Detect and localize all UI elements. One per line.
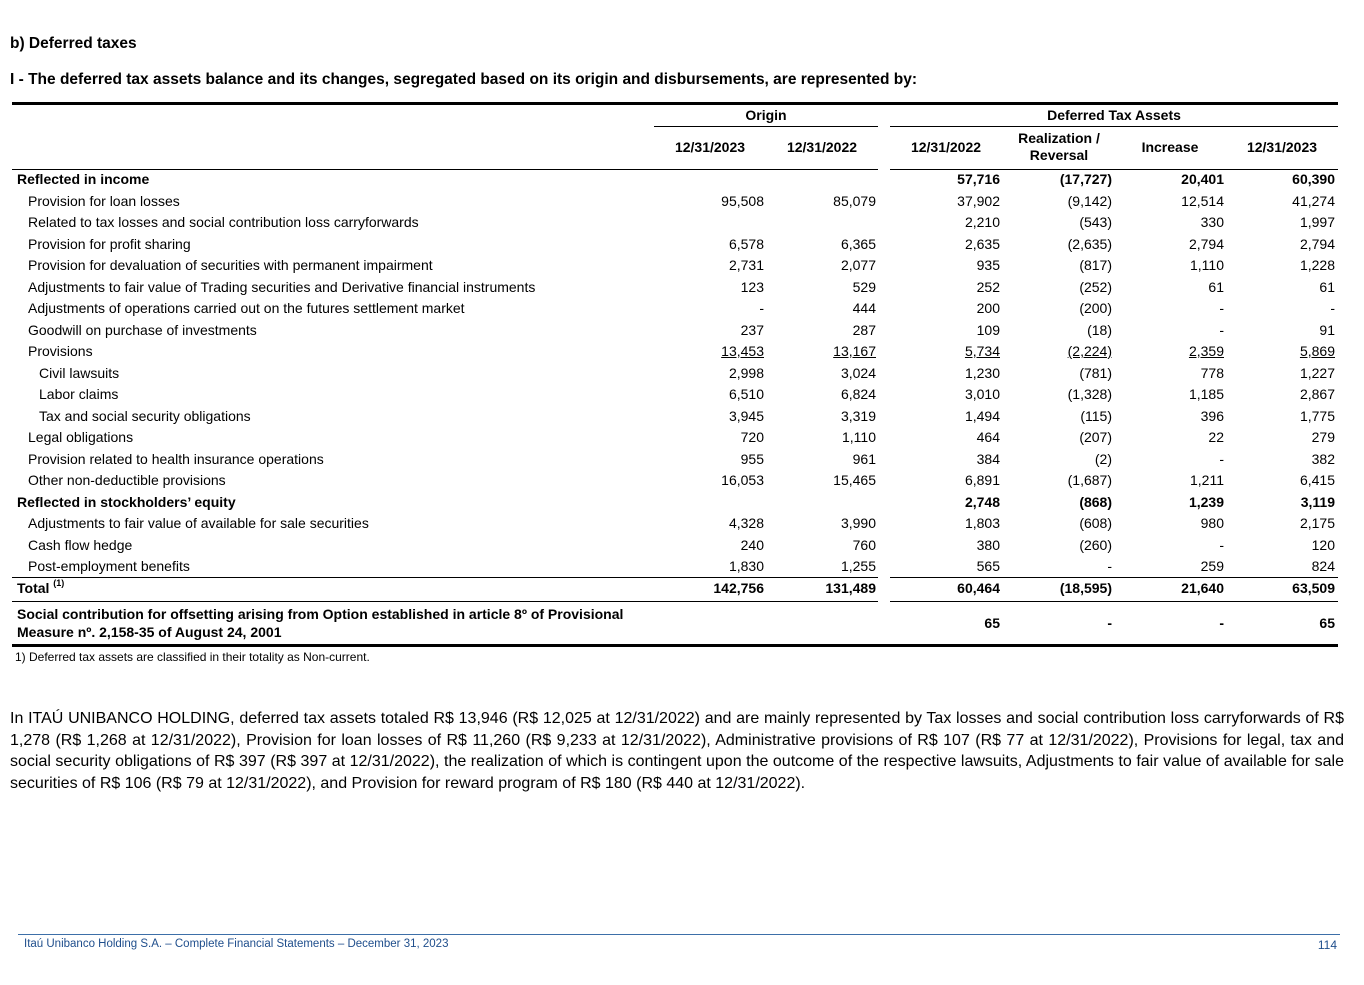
table-cell: 57,716: [957, 171, 1000, 187]
table-row: [12, 212, 1338, 234]
table-cell: 2,210: [964, 214, 1000, 230]
social-contribution-row: [12, 605, 1338, 643]
table-cell: -: [1219, 300, 1224, 316]
table-cell: 3,024: [840, 364, 876, 381]
table-cell: 259: [1200, 558, 1224, 574]
table-cell: 123: [740, 278, 764, 295]
table-cell: 16,053: [721, 472, 764, 488]
row-label: Civil lawsuits: [39, 364, 120, 381]
table-top-rule: [12, 102, 1338, 105]
col-header-origin-2023: 12/31/2023: [674, 139, 746, 155]
page-footer-rule: [18, 934, 1340, 935]
table-cell: 60,390: [1292, 171, 1335, 187]
table-cell: (252): [1079, 278, 1112, 295]
row-label: Provision for profit sharing: [28, 235, 191, 252]
col-header-dta-2023: 12/31/2023: [1246, 139, 1318, 155]
table-cell: -: [1219, 536, 1224, 553]
col-header-dta-2022: 12/31/2022: [910, 139, 982, 155]
table-cell: 1,775: [1299, 407, 1335, 424]
table-cell: 37,902: [957, 192, 1000, 209]
table-cell: 955: [740, 450, 764, 467]
row-label: Labor claims: [39, 386, 119, 402]
row-label: Adjustments of operations carried out on the futures settlement market: [28, 300, 465, 316]
row-label: Cash flow hedge: [28, 536, 133, 553]
subsection-heading: I - The deferred tax assets balance and its changes, segregated based on its origin and disbursements, are represented by:: [10, 71, 918, 88]
table-cell: 22: [1208, 429, 1224, 445]
table-cell: 200: [976, 300, 1000, 316]
table-cell: 1,494: [964, 407, 1000, 424]
table-cell: 279: [1311, 429, 1335, 445]
footnote: 1) Deferred tax assets are classified in their totality as Non-current.: [15, 650, 370, 664]
row-label: Provisions: [28, 343, 93, 359]
row-label: Goodwill on purchase of investments: [28, 321, 257, 338]
row-label: Provision for loan losses: [28, 192, 180, 209]
row-label: Post-employment benefits: [28, 558, 190, 574]
row-label: Reflected in income: [17, 171, 150, 187]
row-label: Legal obligations: [28, 429, 134, 445]
table-cell: 91: [1319, 321, 1335, 338]
table-cell: 2,731: [728, 257, 764, 273]
table-cell: (2,635): [1067, 235, 1112, 252]
table-cell: (1,687): [1067, 472, 1112, 488]
table-cell: 1,228: [1299, 257, 1335, 273]
table-cell: 2,077: [840, 257, 876, 273]
table-cell: 95,508: [721, 192, 764, 209]
table-cell: -: [759, 300, 764, 316]
table-row: [12, 255, 1338, 277]
group-rule-dta: [890, 126, 1338, 127]
table-cell: 1,255: [840, 558, 876, 574]
table-cell: 13,453: [721, 343, 764, 359]
body-paragraph: In ITAÚ UNIBANCO HOLDING, deferred tax assets totaled R$ 13,946 (R$ 12,025 at 12/31/2022) and are mainly represented by Tax losses and social contribution loss carryforwards of R$ 1,278 (R$ 1,268 at 12/31/2022), Provision for loan losses of R$ 11,260 (R$ 9,233 at 12/31/2022), Administrative provisions of R$ 107 (R$ 77 at 12/31/2022), Provisions for legal, tax and social security obligations of R$ 397 (R$ 397 at 12/31/2022), the realization of which is contingent upon the outcome of the respective lawsuits, Adjustments to fair value of available for sale securities of R$ 106 (R$ 79 at 12/31/2022), and Provision for reward program of R$ 180 (R$ 440 at 12/31/2022).: [10, 710, 1344, 793]
table-cell: 2,748: [964, 493, 1000, 510]
social-rule-left: [12, 601, 878, 602]
row-label: Reflected in stockholders’ equity: [17, 493, 236, 510]
table-cell: 1,227: [1299, 364, 1335, 381]
table-cell: 6,578: [728, 235, 764, 252]
table-cell: 61: [1319, 278, 1335, 295]
table-cell: 2,635: [964, 235, 1000, 252]
table-cell: 1,185: [1188, 386, 1224, 402]
table-cell: 1,211: [1190, 472, 1224, 488]
table-cell: 824: [1311, 558, 1335, 574]
table-row: [12, 363, 1338, 385]
table-row: [12, 427, 1338, 449]
table-cell: 240: [740, 536, 764, 553]
social-cell: 65: [1319, 615, 1335, 631]
page-number: 114: [1317, 938, 1337, 952]
table-cell: 330: [1200, 214, 1224, 230]
table-cell: (9,142): [1067, 192, 1112, 209]
table-cell: 980: [1200, 515, 1224, 531]
table-cell: (17,727): [1059, 171, 1112, 187]
table-row: [12, 556, 1338, 578]
table-row: [12, 492, 1338, 514]
group-header-origin: Origin: [745, 107, 787, 123]
table-cell: 382: [1311, 450, 1335, 467]
table-cell: 3,945: [728, 407, 764, 424]
table-row: [12, 513, 1338, 535]
total-cell: (18,595): [1059, 580, 1112, 596]
table-cell: -: [1330, 300, 1335, 316]
table-row: [12, 470, 1338, 492]
table-cell: 565: [976, 558, 1000, 574]
table-cell: 444: [852, 300, 876, 316]
table-cell: -: [1219, 321, 1224, 338]
row-label: Related to tax losses and social contribution loss carryforwards: [28, 214, 419, 230]
table-cell: 15,465: [833, 472, 876, 488]
table-cell: 778: [1200, 364, 1224, 381]
table-cell: 237: [740, 321, 764, 338]
table-cell: 529: [852, 278, 876, 295]
table-cell: 109: [976, 321, 1000, 338]
table-cell: 1,997: [1299, 214, 1335, 230]
table-cell: (608): [1079, 515, 1112, 531]
table-cell: -: [1107, 558, 1112, 574]
row-label: Other non-deductible provisions: [28, 472, 226, 488]
group-header-dta: Deferred Tax Assets: [1047, 107, 1181, 123]
table-cell: 120: [1311, 536, 1335, 553]
table-cell: 2,175: [1299, 515, 1335, 531]
table-cell: 3,319: [840, 407, 876, 424]
table-cell: 2,794: [1299, 235, 1335, 252]
social-label: Social contribution for offsetting arising from Option established in article 8º of Provisional Measure nº. 2,158-35 of August 24, 2001: [17, 606, 624, 640]
row-label: Provision for devaluation of securities with permanent impairment: [28, 257, 433, 273]
table-cell: 1,239: [1188, 493, 1224, 510]
table-cell: 1,803: [964, 515, 1000, 531]
table-row: [12, 169, 1338, 191]
table-cell: 13,167: [833, 343, 876, 359]
table-cell: (2): [1094, 450, 1112, 467]
social-cell: -: [1107, 615, 1112, 631]
table-cell: 6,365: [840, 235, 876, 252]
table-row: [12, 535, 1338, 557]
table-cell: (115): [1080, 407, 1112, 424]
table-cell: 464: [976, 429, 1000, 445]
table-row: [12, 320, 1338, 342]
page-footer: Itaú Unibanco Holding S.A. – Complete Financial Statements – December 31, 2023: [24, 938, 449, 950]
table-cell: 1,230: [964, 364, 1000, 381]
total-row: [12, 578, 1338, 600]
table-cell: (817): [1079, 257, 1112, 273]
table-cell: 5,869: [1299, 343, 1335, 359]
table-cell: (1,328): [1067, 386, 1112, 402]
social-rule-right: [890, 601, 1338, 602]
social-cell: 65: [984, 615, 1000, 631]
table-cell: -: [1219, 450, 1224, 467]
table-cell: 384: [976, 450, 1000, 467]
table-cell: 6,415: [1299, 472, 1335, 488]
table-cell: 935: [976, 257, 1000, 273]
table-cell: (781): [1079, 364, 1112, 381]
total-cell: 60,464: [957, 580, 1000, 596]
table-cell: 12,514: [1181, 192, 1224, 209]
table-row: [12, 384, 1338, 406]
row-label: Adjustments to fair value of available for sale securities: [28, 515, 369, 531]
social-cell: -: [1219, 615, 1224, 631]
table-cell: 760: [852, 536, 876, 553]
col-header-increase: Increase: [1141, 139, 1199, 155]
table-cell: 287: [852, 321, 876, 338]
table-cell: 3,990: [840, 515, 876, 531]
row-label: Adjustments to fair value of Trading securities and Derivative financial instruments: [28, 278, 536, 295]
table-row: [12, 298, 1338, 320]
table-cell: 6,824: [840, 386, 876, 402]
table-cell: (868): [1079, 493, 1112, 510]
table-cell: 4,328: [728, 515, 764, 531]
table-row: [12, 449, 1338, 471]
table-bottom-rule: [12, 644, 1338, 647]
table-cell: 41,274: [1292, 192, 1335, 209]
table-cell: 2,867: [1299, 386, 1335, 402]
table-row: [12, 191, 1338, 213]
table-cell: 2,998: [728, 364, 764, 381]
table-cell: 1,110: [842, 429, 876, 445]
table-cell: 396: [1200, 407, 1224, 424]
table-cell: 1,110: [1190, 257, 1224, 273]
row-label: Tax and social security obligations: [39, 407, 251, 424]
table-cell: 1,830: [728, 558, 764, 574]
table-cell: 85,079: [833, 192, 876, 209]
table-cell: (2,224): [1067, 343, 1112, 359]
table-cell: 2,359: [1188, 343, 1224, 359]
table-cell: 3,119: [1300, 493, 1335, 510]
table-cell: (18): [1087, 321, 1112, 338]
table-cell: 3,010: [964, 386, 1000, 402]
table-cell: (207): [1079, 429, 1112, 445]
table-cell: 720: [740, 429, 764, 445]
group-rule-origin: [654, 126, 878, 127]
table-cell: 61: [1208, 278, 1224, 295]
total-label: Total $^{(1)}$: [17, 578, 65, 596]
table-cell: 380: [976, 536, 1000, 553]
table-cell: (543): [1079, 214, 1112, 230]
total-cell: 63,509: [1292, 580, 1335, 596]
table-cell: (260): [1079, 536, 1112, 553]
table-cell: 6,510: [728, 386, 764, 402]
total-cell: 142,756: [713, 580, 764, 596]
table-cell: 252: [976, 278, 1000, 295]
table-row: [12, 277, 1338, 299]
total-cell: 131,489: [825, 580, 876, 596]
col-header-realization: Realization / Reversal: [1018, 130, 1100, 163]
total-cell: 21,640: [1181, 580, 1224, 596]
section-heading: b) Deferred taxes: [10, 35, 137, 52]
table-cell: 20,401: [1181, 171, 1224, 187]
row-label: Provision related to health insurance operations: [28, 450, 324, 467]
table-cell: 2,794: [1188, 235, 1224, 252]
table-row: [12, 234, 1338, 256]
table-cell: 6,891: [964, 472, 1000, 488]
table-row: [12, 341, 1338, 363]
table-cell: 5,734: [964, 343, 1000, 359]
col-header-origin-2022: 12/31/2022: [786, 139, 858, 155]
table-cell: (200): [1079, 300, 1112, 316]
table-cell: 961: [852, 450, 876, 467]
table-row: [12, 406, 1338, 428]
